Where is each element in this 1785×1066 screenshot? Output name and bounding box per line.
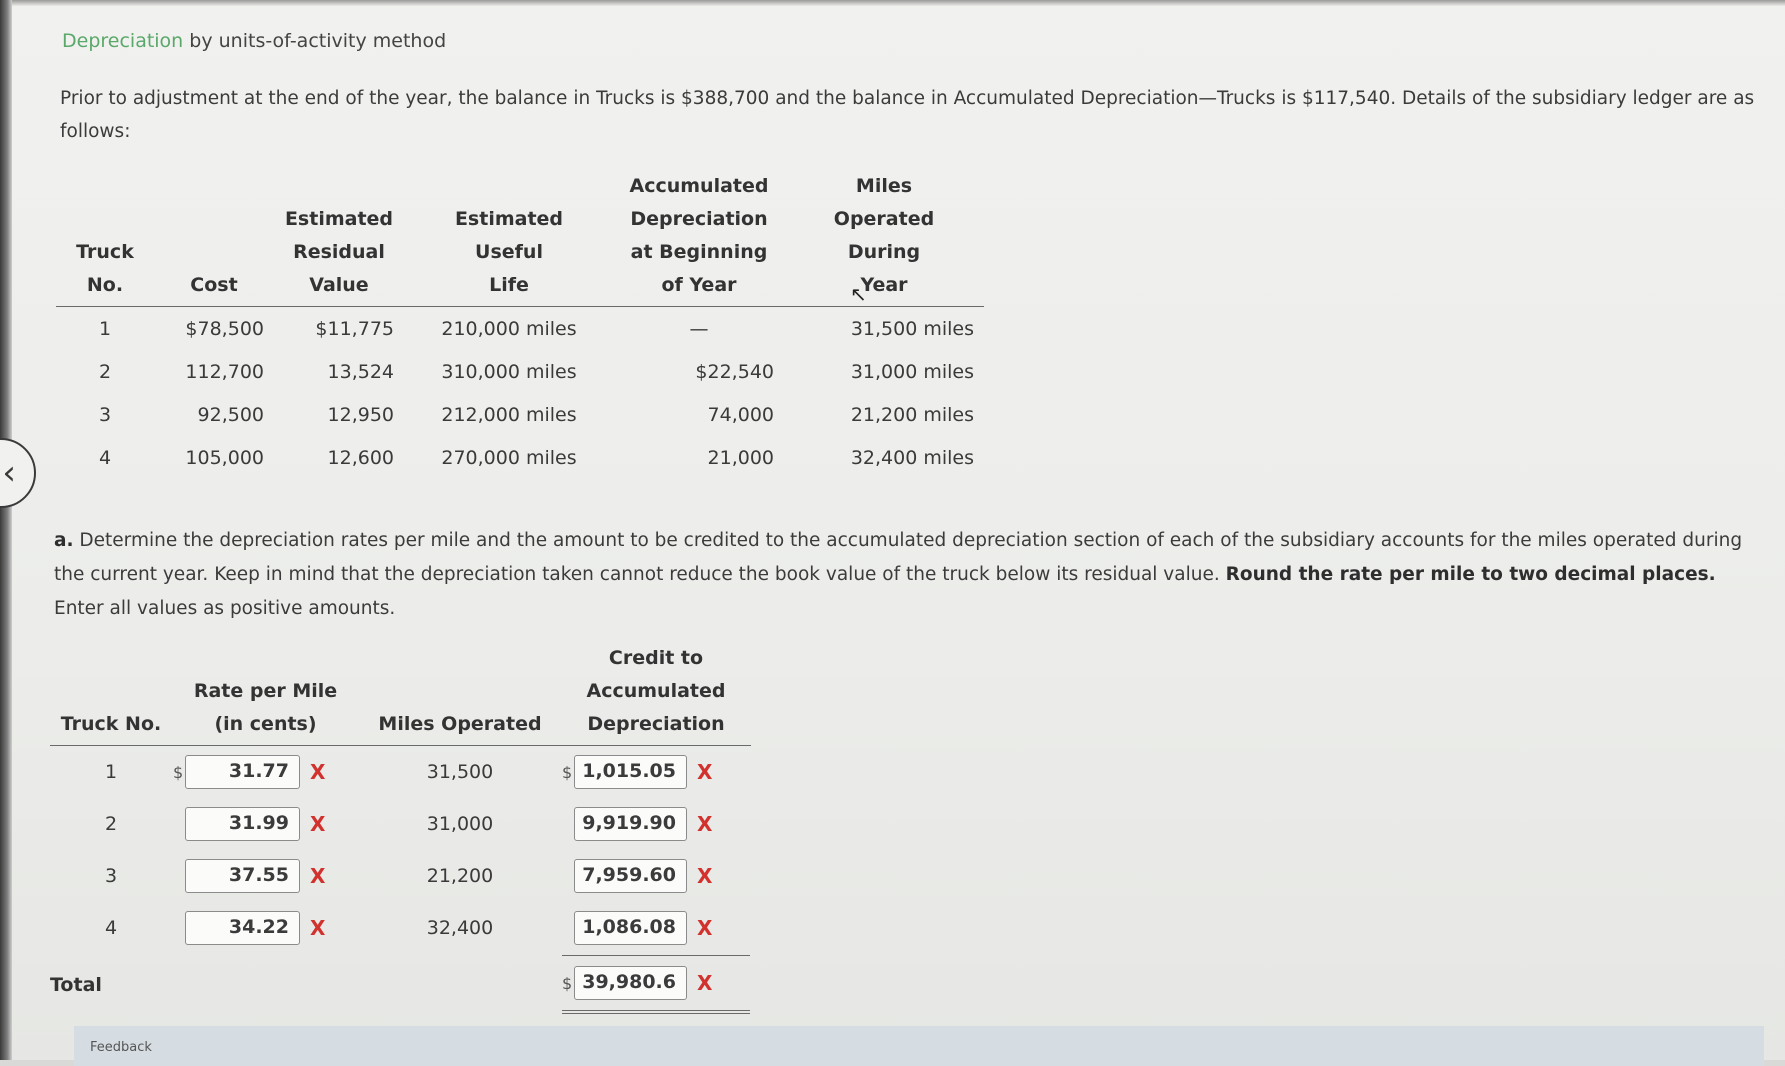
problem-heading (62, 30, 446, 52)
answer-row (50, 850, 751, 902)
credit-input[interactable]: 1,086.08 (574, 911, 687, 945)
incorrect-icon: X (310, 812, 326, 836)
rate-input[interactable]: 34.22 (185, 911, 300, 945)
cell-cost: $78,500 (185, 317, 264, 340)
cell-truck-no: 1 (98, 317, 112, 340)
cell-truck-no: 3 (98, 403, 112, 426)
question-text: Determine the depreciation rates per mile and the amount to be credited to the accumulated depreciation section of each of the subsidiary accounts for the miles operated during the current year. Keep in mind that the depreciation taken cannot reduce the book value of the truck below its residual value. (54, 530, 1743, 585)
screen-left-edge (0, 0, 12, 1060)
answer-header-miles: Miles Operated (359, 642, 561, 746)
cell-accumulated: 21,000 (707, 446, 774, 469)
answer-truck-no: 4 (104, 917, 118, 939)
cell-truck-no: 2 (98, 360, 112, 383)
credit-input[interactable]: 7,959.60 (574, 859, 687, 893)
answer-row (50, 902, 751, 954)
ledger-row (56, 436, 984, 479)
incorrect-icon: X (697, 971, 713, 995)
question-a (54, 524, 1754, 626)
problem-intro: Prior to adjustment at the end of the year, the balance in Trucks is $388,700 and the balance in Accumulated Depreciation—Trucks is $117,540. Details of the subsidiary ledger are as follows: (60, 88, 1755, 142)
answer-miles: 21,200 (426, 865, 494, 887)
answer-total-row (50, 954, 751, 1015)
cell-miles: 32,400 miles (850, 446, 974, 469)
cell-accumulated: $22,540 (695, 360, 774, 383)
total-currency-symbol: $ (562, 973, 573, 993)
incorrect-icon: X (697, 864, 713, 888)
rate-input[interactable]: 37.55 (185, 859, 300, 893)
header-cost: Cost (154, 170, 274, 307)
answer-row (50, 798, 751, 850)
question-label: a. (54, 530, 74, 551)
cell-miles: 31,500 miles (850, 317, 974, 340)
cell-residual: 12,600 (327, 446, 394, 469)
total-label: Total (50, 973, 102, 996)
header-useful-life: Estimated Useful Life (404, 170, 614, 307)
cell-cost: 105,000 (185, 446, 264, 469)
ledger-row (56, 393, 984, 436)
incorrect-icon: X (310, 760, 326, 784)
cell-residual: $11,775 (315, 317, 394, 340)
cell-miles: 31,000 miles (850, 360, 974, 383)
cell-life: 212,000 miles (441, 403, 577, 426)
incorrect-icon: X (697, 812, 713, 836)
credit-currency-symbol: $ (562, 762, 573, 782)
cell-truck-no: 4 (98, 446, 112, 469)
answer-row (50, 746, 751, 799)
heading-rest: by units-of-activity method (189, 30, 447, 52)
credit-input[interactable]: 1,015.05 (574, 755, 687, 789)
answer-truck-no: 2 (104, 813, 118, 835)
cell-residual: 12,950 (327, 403, 394, 426)
ledger-row (56, 350, 984, 393)
cell-miles: 21,200 miles (850, 403, 974, 426)
cell-life: 210,000 miles (441, 317, 577, 340)
cell-life: 310,000 miles (441, 360, 577, 383)
mouse-cursor-icon: ↖ (850, 282, 867, 306)
answer-header-credit: Credit to Accumulated Depreciation (561, 642, 751, 746)
answer-table (50, 642, 751, 1015)
answer-header-truck-no: Truck No. (50, 642, 172, 746)
heading-topic[interactable]: Depreciation (62, 30, 184, 52)
rate-input[interactable]: 31.77 (185, 755, 300, 789)
cell-accumulated: — (689, 317, 709, 340)
credit-input[interactable]: 9,919.90 (574, 807, 687, 841)
previous-button[interactable] (0, 438, 36, 508)
answer-header-rate: Rate per Mile (in cents) (172, 642, 359, 746)
header-truck-no: Truck No. (56, 170, 154, 307)
header-miles-operated: Miles Operated During Year (784, 170, 984, 307)
answer-truck-no: 3 (104, 865, 118, 887)
answer-miles: 31,000 (426, 813, 494, 835)
incorrect-icon: X (310, 916, 326, 940)
incorrect-icon: X (697, 916, 713, 940)
answer-truck-no: 1 (104, 761, 118, 783)
answer-miles: 32,400 (426, 917, 494, 939)
cell-cost: 112,700 (185, 360, 264, 383)
question-rounding-instruction: Round the rate per mile to two decimal places. (1225, 564, 1716, 585)
cell-residual: 13,524 (327, 360, 394, 383)
cell-life: 270,000 miles (441, 446, 577, 469)
header-residual-value: Estimated Residual Value (274, 170, 404, 307)
cell-cost: 92,500 (197, 403, 264, 426)
feedback-panel[interactable] (74, 1026, 1764, 1066)
rate-currency-symbol: $ (173, 762, 184, 782)
screen-top-edge (0, 0, 1785, 6)
total-credit-input[interactable]: 39,980.6 (574, 966, 687, 1000)
rate-input[interactable]: 31.99 (185, 807, 300, 841)
incorrect-icon: X (310, 864, 326, 888)
header-accumulated-depreciation: Accumulated Depreciation at Beginning of Year (614, 170, 784, 307)
ledger-row (56, 307, 984, 351)
cell-accumulated: 74,000 (707, 403, 774, 426)
question-tail: Enter all values as positive amounts. (54, 598, 396, 619)
subsidiary-ledger-table (56, 170, 984, 479)
answer-miles: 31,500 (426, 761, 494, 783)
chevron-left-icon: ‹ (2, 453, 16, 493)
incorrect-icon: X (697, 760, 713, 784)
feedback-label: Feedback (90, 1040, 152, 1055)
